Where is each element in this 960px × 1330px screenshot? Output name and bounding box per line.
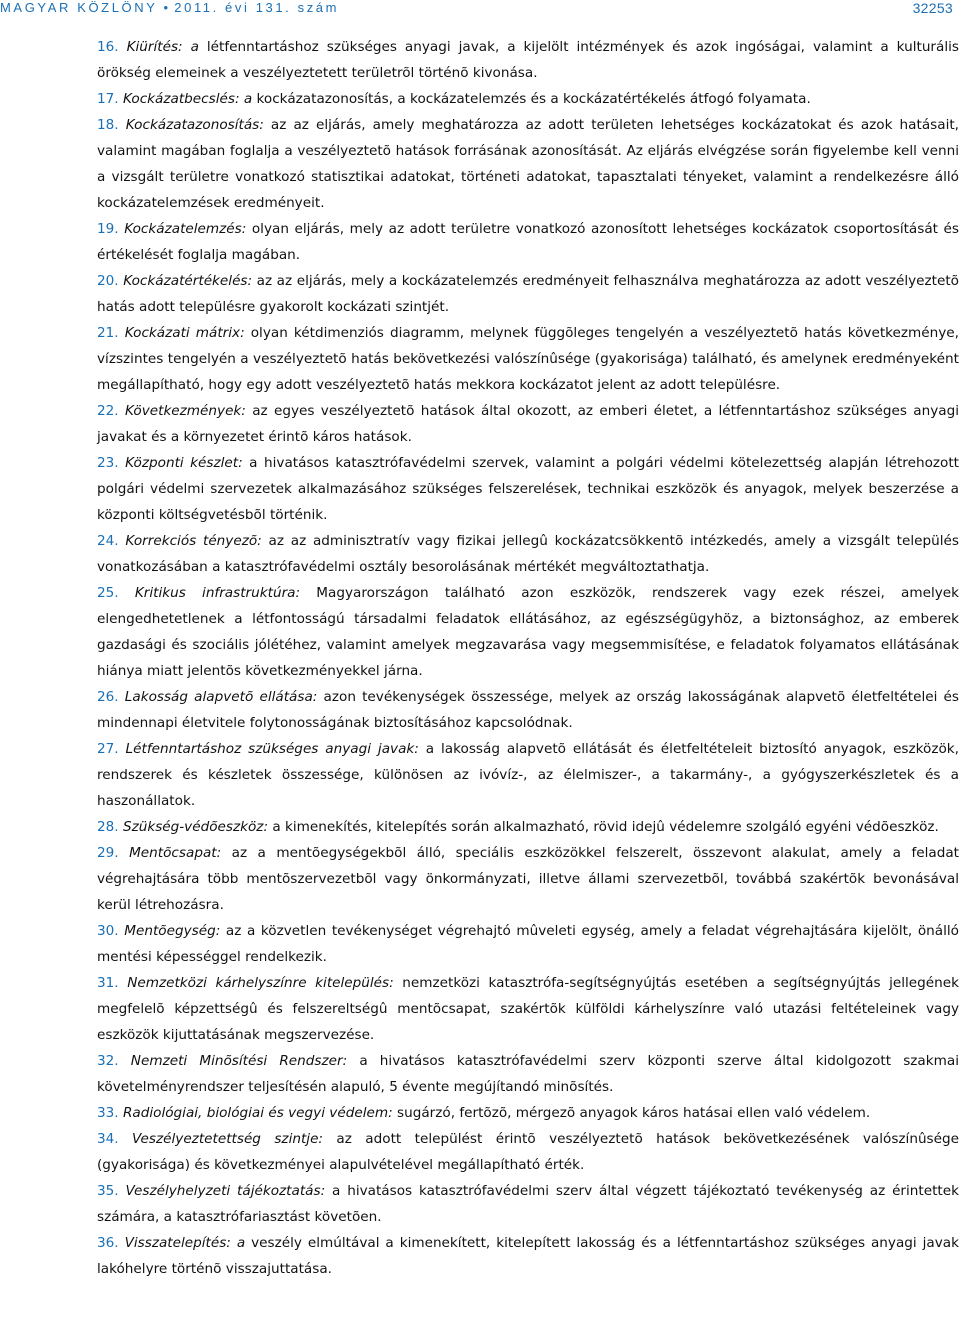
defined-term: Lakosság alapvetõ ellátása: bbox=[124, 689, 318, 705]
defined-term: Kockázati mátrix: bbox=[124, 325, 245, 341]
defined-term: Mentõcsapat: bbox=[129, 845, 222, 861]
issue-label: 2011. évi 131. szám bbox=[174, 0, 340, 15]
item-number: 32. bbox=[97, 1053, 119, 1069]
item-number: 29. bbox=[97, 845, 119, 861]
page-number: 32253 bbox=[912, 0, 953, 16]
definition-text: az az adminisztratív vagy fizikai jellegû kockázatcsökkentõ intézkedés, amely a vizsgált település vonatkozásában a katasztrófavédelmi osztály besorolásának mértékét megváltoztathatja. bbox=[97, 533, 959, 575]
defined-term: Kritikus infrastruktúra: bbox=[134, 585, 301, 601]
definition-text: az egyes veszélyeztetõ hatások által okozott, az emberi életet, a létfenntartáshoz szükséges anyagi javakat és a környezetet érintõ káros hatások. bbox=[97, 403, 959, 445]
definition-text: az az eljárás, amely meghatározza az adott területen lehetséges kockázatokat és azok hatásait, valamint magában foglalja a veszélyeztetõ hatások forrásának azonosítását. Az eljárás elvégzése során figyelembe kell venni a vizsgált területre vonatkozó statisztikai adatokat, történeti adatokat, tapasztalati tényeket, valamint a rendelkezésre álló kockázatelemzések eredményeit. bbox=[97, 117, 959, 211]
definition-21 bbox=[97, 320, 959, 398]
item-number: 22. bbox=[97, 403, 119, 419]
definition-text: a hivatásos katasztrófavédelmi szervek, valamint a polgári védelmi kötelezettség alapján létrehozott polgári védelmi szervezetek alkalmazásához szükséges felszerelések, technikai eszközök és anyagok, melyek beszerzése a központi költségvetésbõl történik. bbox=[97, 455, 959, 523]
journal-header bbox=[0, 0, 339, 16]
document-body bbox=[97, 34, 959, 1282]
definition-17 bbox=[97, 86, 959, 112]
defined-term: Nemzetközi kárhelyszínre kitelepülés: bbox=[127, 975, 394, 991]
definition-text: az adott települést érintõ veszélyeztetõ hatások bekövetkezésének valószínûsége (gyakorisága) és következményei alapulvételével megállapítható érték. bbox=[97, 1131, 959, 1173]
definition-text: sugárzó, fertõzõ, mérgezõ anyagok káros hatásai ellen való védelem. bbox=[392, 1105, 871, 1121]
defined-term: Kockázatelemzés: bbox=[124, 221, 247, 237]
definition-28 bbox=[97, 814, 959, 840]
definition-text: veszély elmúltával a kimenekített, kitelepített lakosság és a létfenntartáshoz szükséges anyagi javak lakóhelyre történõ visszajuttatása. bbox=[97, 1235, 960, 1277]
defined-term: Veszélyhelyzeti tájékoztatás: bbox=[125, 1183, 326, 1199]
item-number: 16. bbox=[97, 39, 119, 55]
definition-36 bbox=[97, 1230, 959, 1282]
definition-text: az a közvetlen tevékenységet végrehajtó mûveleti egység, amely a feladat végrehajtására kijelölt, önálló mentési képességgel rendelkezik. bbox=[97, 923, 959, 965]
definition-31 bbox=[97, 970, 959, 1048]
defined-term: Létfenntartáshoz szükséges anyagi javak: bbox=[125, 741, 419, 757]
definition-text: a hivatásos katasztrófavédelmi szerv központi szerve által kidolgozott szakmai követelményrendszer teljesítésén alapuló, 5 évente megújítandó minõsítés. bbox=[97, 1053, 959, 1095]
defined-term: Központi készlet: bbox=[125, 455, 243, 471]
definition-text: nemzetközi katasztrófa-segítségnyújtás esetében a segítségnyújtás jellegének megfelelõ képzettségû és felszereltségû mentõcsapat, szakértõk külföldi kárhelyszínre való utazási feltételeinek vagy eszközök kijuttatásának megszervezése. bbox=[97, 975, 959, 1043]
item-number: 23. bbox=[97, 455, 119, 471]
defined-term: Veszélyeztetettség szintje: bbox=[132, 1131, 324, 1147]
item-number: 28. bbox=[97, 819, 119, 835]
definition-text: a hivatásos katasztrófavédelmi szerv által végzett tájékoztató tevékenység az érintettek számára, a katasztrófariasztást követõen. bbox=[97, 1183, 959, 1225]
item-number: 24. bbox=[97, 533, 119, 549]
definition-35 bbox=[97, 1178, 959, 1230]
definition-text: a lakosság alapvetõ ellátását és életfeltételeit biztosító anyagok, eszközök, rendszerek és készletek összessége, különösen az ivóvíz-, az élelmiszer-, a takarmány-, a gyógyszerkészletek és a haszonállatok. bbox=[97, 741, 960, 809]
defined-term: Nemzeti Minõsítési Rendszer: bbox=[130, 1053, 348, 1069]
definition-22 bbox=[97, 398, 959, 450]
item-number: 21. bbox=[97, 325, 119, 341]
item-number: 26. bbox=[97, 689, 119, 705]
definition-32 bbox=[97, 1048, 959, 1100]
journal-title: MAGYAR KÖZLÖNY bbox=[0, 0, 158, 15]
defined-term: Korrekciós tényezõ: bbox=[125, 533, 262, 549]
definition-text: az a mentõegységekbõl álló, speciális eszközökkel felszerelt, összevont alakulat, amely a feladat végrehajtására több mentõszervezetbõl vagy önkormányzati, illetve állami szervezetbõl, továbbá szakértõk bevonásával kerül létrehozásra. bbox=[97, 845, 959, 913]
item-number: 17. bbox=[97, 91, 119, 107]
definition-text: a kimenekítés, kitelepítés során alkalmazható, rövid idejû védelemre szolgáló egyéni védõeszköz. bbox=[268, 819, 939, 835]
definition-text: azon tevékenységek összessége, melyek az ország lakosságának alapvetõ életfeltételei és mindennapi életvitele folytonosságának biztosításához kapcsolódnak. bbox=[97, 689, 959, 731]
definition-text: kockázatazonosítás, a kockázatelemzés és a kockázatértékelés átfogó folyamata. bbox=[252, 91, 811, 107]
definition-text: létfenntartáshoz szükséges anyagi javak, a kijelölt intézmények és azok ingóságai, valamint a kulturális örökség elemeinek a veszélyeztetett területrõl történõ kivonása. bbox=[97, 39, 959, 81]
definition-34 bbox=[97, 1126, 959, 1178]
definition-text: olyan eljárás, mely az adott területre vonatkozó azonosított lehetséges kockázatok csoportosítását és értékelését foglalja magában. bbox=[97, 221, 959, 263]
defined-term: Mentõegység: bbox=[124, 923, 221, 939]
item-number: 30. bbox=[97, 923, 119, 939]
item-number: 19. bbox=[97, 221, 119, 237]
page-header bbox=[0, 0, 960, 16]
defined-term: Kiürítés: a bbox=[126, 39, 199, 55]
definition-24 bbox=[97, 528, 959, 580]
item-number: 34. bbox=[97, 1131, 119, 1147]
item-number: 35. bbox=[97, 1183, 119, 1199]
defined-term: Visszatelepítés: a bbox=[124, 1235, 246, 1251]
item-number: 20. bbox=[97, 273, 119, 289]
definition-23 bbox=[97, 450, 959, 528]
item-number: 31. bbox=[97, 975, 119, 991]
definition-19 bbox=[97, 216, 959, 268]
definition-20 bbox=[97, 268, 959, 320]
item-number: 27. bbox=[97, 741, 119, 757]
defined-term: Kockázatértékelés: bbox=[123, 273, 253, 289]
defined-term: Kockázatbecslés: a bbox=[122, 91, 253, 107]
item-number: 36. bbox=[97, 1235, 119, 1251]
definition-27 bbox=[97, 736, 959, 814]
definition-18 bbox=[97, 112, 959, 216]
definition-text: az az eljárás, mely a kockázatelemzés eredményeit felhasználva meghatározza az adott veszélyeztetõ hatás adott településre gyakorolt kockázati szintjét. bbox=[97, 273, 959, 315]
item-number: 18. bbox=[97, 117, 119, 133]
defined-term: Szükség-védõeszköz: bbox=[122, 819, 269, 835]
defined-term: Radiológiai, biológiai és vegyi védelem: bbox=[122, 1105, 393, 1121]
definition-26 bbox=[97, 684, 959, 736]
definition-29 bbox=[97, 840, 959, 918]
definition-text: olyan kétdimenziós diagramm, melynek függõleges tengelyén a veszélyeztetõ hatás következménye, vízszintes tengelyén a veszélyeztetõ hatás bekövetkezési valószínûsége (gyakorisága) található, és amelynek eredményeként megállapítható, hogy egy adott veszélyeztetõ hatás mekkora kockázatot jelent az adott településre. bbox=[97, 325, 959, 393]
item-number: 25. bbox=[97, 585, 119, 601]
item-number: 33. bbox=[97, 1105, 119, 1121]
defined-term: Kockázatazonosítás: bbox=[125, 117, 264, 133]
definition-25 bbox=[97, 580, 959, 684]
definition-33 bbox=[97, 1100, 959, 1126]
defined-term: Következmények: bbox=[124, 403, 246, 419]
definition-text: Magyarországon található azon eszközök, rendszerek vagy ezek részei, amelyek elengedhetetlenek a létfontosságú társadalmi feladatok ellátásához, az egészségügyhöz, a biztonsághoz, az emberek gazdasági és szociális jólétéhez, valamint amelyek megzavarása vagy megsemmisítése, e feladatok folyamatos ellátásának hiánya miatt jelentõs következményekkel járna. bbox=[97, 585, 960, 679]
header-separator: • bbox=[163, 0, 169, 15]
definition-30 bbox=[97, 918, 959, 970]
definition-16 bbox=[97, 34, 959, 86]
